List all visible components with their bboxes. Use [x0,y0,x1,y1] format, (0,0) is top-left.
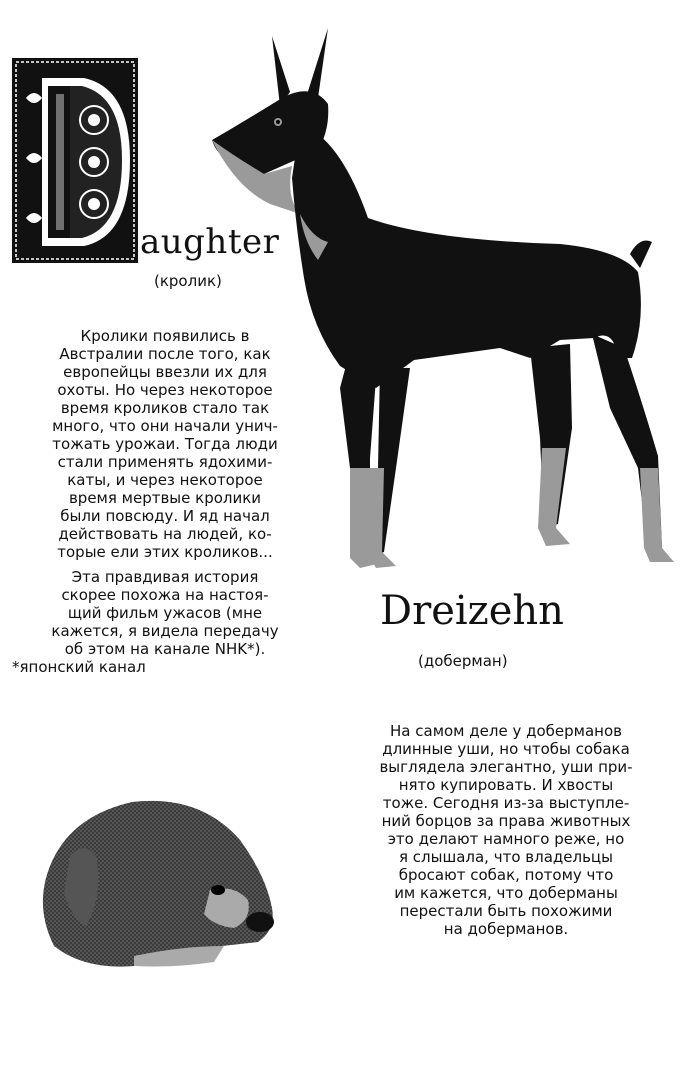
text-line: длинные уши, но чтобы собака [382,740,630,758]
text-line: много, что они начали унич- [52,417,278,435]
text-line: на доберманов. [443,920,569,938]
text-line: охоты. Но через некоторое [57,381,273,399]
ornate-letter-d-icon [12,58,138,263]
text-line: тоже. Сегодня из-за выступле- [382,794,630,812]
entry-subtitle-doberman: (доберман) [418,652,508,670]
text-line: ний борцов за права животных [381,812,631,830]
text-line: им кажется, что доберманы [394,884,618,902]
entry-title-dreizehn: Dreizehn [380,588,564,634]
text-line: Эта правдивая история [71,568,259,586]
text-line: бросают собак, потому что [398,866,614,884]
rabbit-comment [0,568,330,676]
text-line: кажется, я видела передачу [51,622,279,640]
text-line: время кроликов стало так [60,399,270,417]
entry-subtitle-rabbit: (кролик) [154,272,222,290]
doberman-description [318,722,694,938]
dog-head-illustration [14,796,284,976]
text-line: европейцы ввезли их для [63,363,267,381]
text-line: я слышала, что владельцы [399,848,613,866]
text-line: время мертвые кролики [68,489,262,507]
text-line: На самом деле у доберманов [390,722,622,740]
text-line: Кролики появились в [80,327,250,345]
entry-title-daughter: aughter [140,222,280,262]
text-line: каты, и через некоторое [67,471,263,489]
text-line: скорее похожа на настоя- [61,586,269,604]
text-line: стали применять ядохими- [57,453,273,471]
text-line: тожать урожаи. Тогда люди [52,435,278,453]
text-line: об этом на канале NHK*). [64,640,266,658]
text-line: Австралии после того, как [59,345,271,363]
text-line: щий фильм ужасов (мне [67,604,263,622]
footnote: *японский канал [12,658,146,676]
text-line: действовать на людей, ко- [58,525,272,543]
text-line: выглядела элегантно, уши при- [379,758,633,776]
text-line: это делают намного реже, но [387,830,625,848]
text-line: торые ели этих кроликов... [57,543,273,561]
text-line: были повсюду. И яд начал [60,507,270,525]
rabbit-description [0,327,330,561]
text-line: перестали быть похожими [399,902,613,920]
text-line: нято купировать. И хвосты [398,776,614,794]
